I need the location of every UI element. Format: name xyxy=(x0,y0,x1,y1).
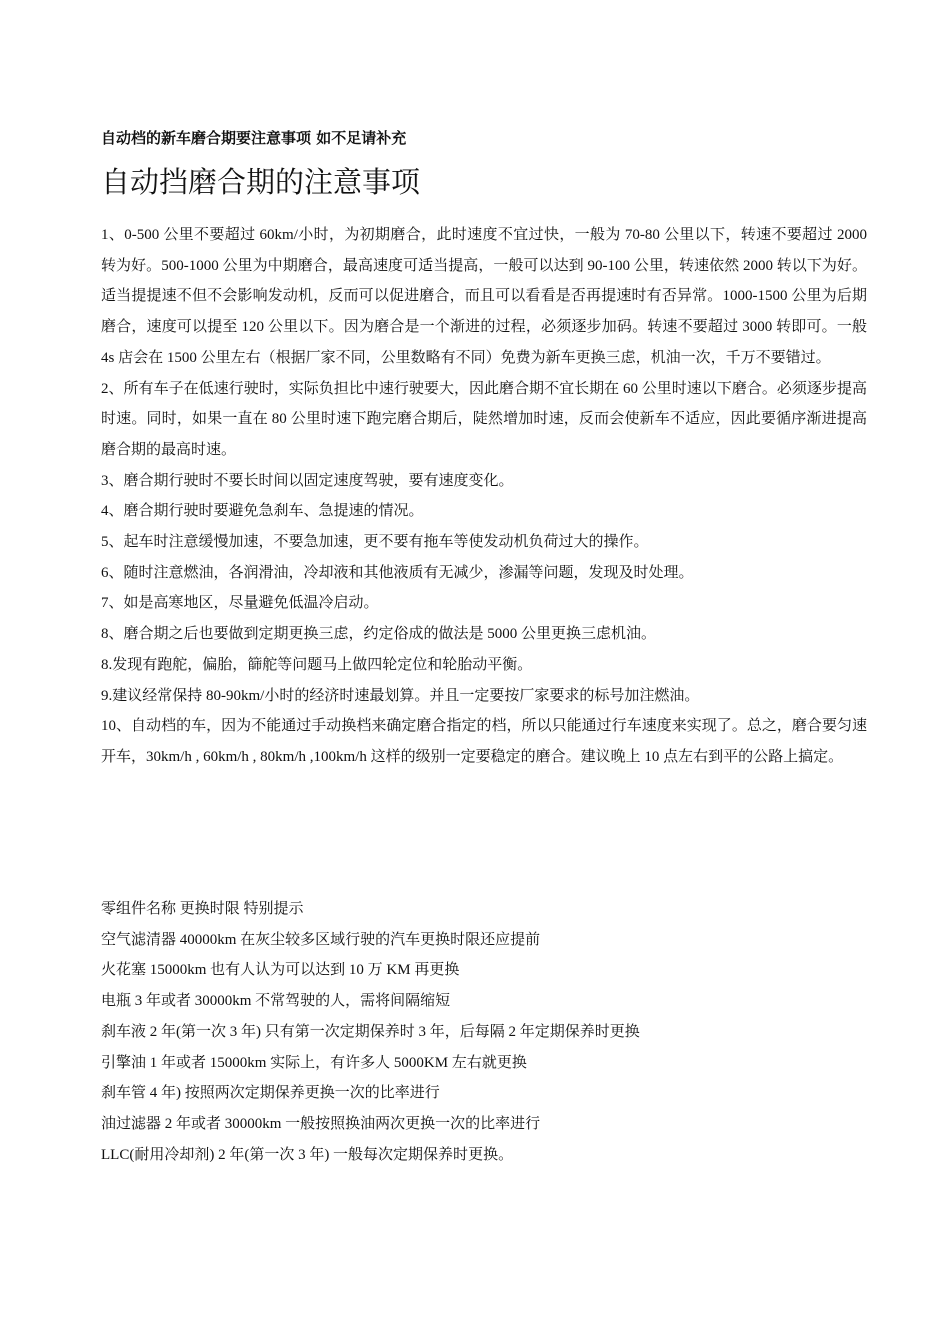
paragraph: 3、磨合期行驶时不要长时间以固定速度驾驶，要有速度变化。 xyxy=(101,472,514,489)
parts-row: 油过滤器 2 年或者 30000km 一般按照换油两次更换一次的比率进行 xyxy=(101,1115,541,1132)
parts-row: 火花塞 15000km 也有人认为可以达到 10 万 KM 再更换 xyxy=(101,962,460,979)
paragraph: 5、起车时注意缓慢加速，不要急加速，更不要有拖车等使发动机负荷过大的操作。 xyxy=(101,534,649,551)
parts-row: LLC(耐用冷却剂) 2 年(第一次 3 年) 一般每次定期保养时更换。 xyxy=(101,1146,514,1163)
paragraph: 6、随时注意燃油，各润滑油，冷却液和其他液质有无减少，渗漏等问题，发现及时处理。 xyxy=(101,564,694,581)
paragraph: 8、磨合期之后也要做到定期更换三虑，约定俗成的做法是 5000 公里更换三虑机油。 xyxy=(101,626,657,643)
parts-row: 电瓶 3 年或者 30000km 不常驾驶的人，需将间隔缩短 xyxy=(101,993,451,1010)
parts-replacement-list xyxy=(101,894,867,1170)
paragraph: 7、如是高寒地区，尽量避免低温冷启动。 xyxy=(101,595,379,612)
paragraph: 10、自动档的车，因为不能通过手动换档来确定磨合指定的档，所以只能通过行车速度来实现了。总之，磨合要匀速开车，30km/h , 60km/h , 80km/h ,100km/h 这样的级别一定要稳定的磨合。建议晚上 10 点左右到平的公路上搞定。 xyxy=(101,718,867,765)
paragraph: 9.建议经常保持 80-90km/小时的经济时速最划算。并且一定要按厂家要求的标号加注燃油。 xyxy=(101,687,700,704)
parts-row: 引擎油 1 年或者 15000km 实际上，有许多人 5000KM 左右就更换 xyxy=(101,1054,527,1071)
parts-row: 刹车管 4 年) 按照两次定期保养更换一次的比率进行 xyxy=(101,1085,440,1102)
parts-row: 空气滤清器 40000km 在灰尘较多区域行驶的汽车更换时限还应提前 xyxy=(101,931,541,948)
paragraph: 1、0-500 公里不要超过 60km/小时，为初期磨合，此时速度不宜过快，一般为 70-80 公里以下，转速不要超过 2000 转为好。500-1000 公里为中期磨合，最高速度可适当提高，一般可以达到 90-100 公里，转速依然 2000 转以下为好。适当提提速不但不会影响发动机，反而可以促进磨合，而且可以看看是否再提速时有否异常。1000-1500 公里为后期磨合，速度可以提至 120 公里以下。因为磨合是一个渐进的过程，必须逐步加码。转速不要超过 3000 转即可。一般 4s 店会在 1500 公里左右（根据厂家不同，公里数略有不同）免费为新车更换三虑，机油一次，千万不要错过。 xyxy=(101,227,867,366)
parts-row: 刹车液 2 年(第一次 3 年) 只有第一次定期保养时 3 年，后每隔 2 年定期保养时更换 xyxy=(101,1023,640,1040)
paragraph: 4、磨合期行驶时要避免急刹车、急提速的情况。 xyxy=(101,503,424,520)
header-title: 自动档的新车磨合期要注意事项 如不足请补充 xyxy=(101,129,407,147)
notes-body xyxy=(101,220,867,773)
parts-header-row: 零组件名称 更换时限 特别提示 xyxy=(101,901,304,917)
main-title: 自动挡磨合期的注意事项 xyxy=(101,165,421,199)
paragraph: 2、所有车子在低速行驶时，实际负担比中速行驶要大，因此磨合期不宜长期在 60 公里时速以下磨合。必须逐步提高时速。同时，如果一直在 80 公里时速下跑完磨合期后，陡然增加时速，反而会使新车不适应，因此要循序渐进提高磨合期的最高时速。 xyxy=(101,380,867,458)
paragraph: 8.发现有跑舵，偏胎，篩舵等问题马上做四轮定位和轮胎动平衡。 xyxy=(101,656,533,673)
